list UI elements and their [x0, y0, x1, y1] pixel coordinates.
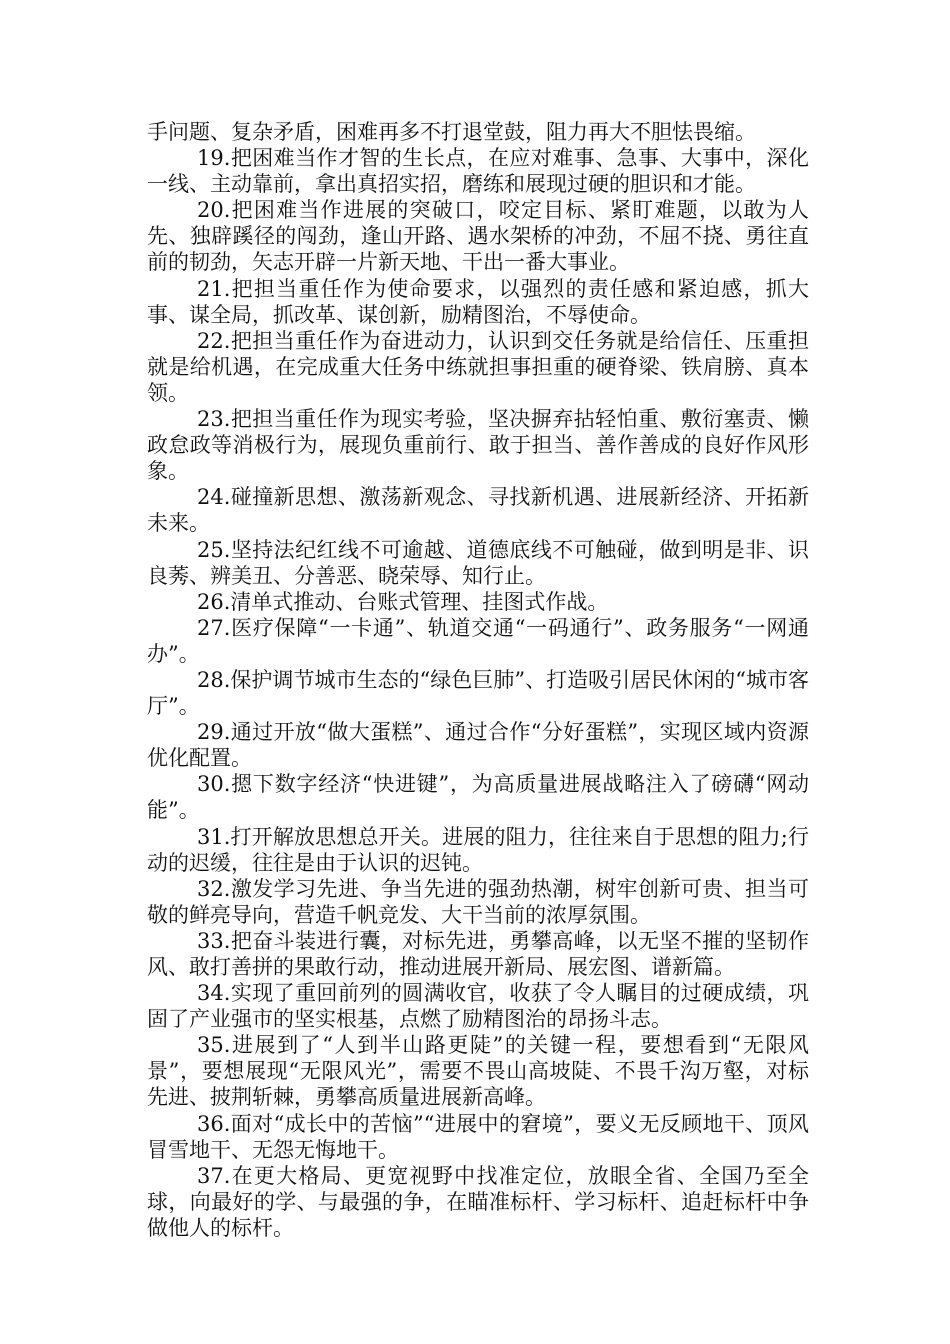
paragraph-31: 31.打开解放思想总开关。进展的阻力，往往来自于思想的阻力;行动的迟缓，往往是由于认识的迟钝。	[147, 824, 809, 875]
paragraph-23: 23.把担当重任作为现实考验，坚决摒弃拈轻怕重、敷衍塞责、懒政怠政等消极行为，展现负重前行、敢于担当、善作善成的良好作风形象。	[147, 407, 809, 484]
paragraph-30: 30.摁下数字经济“快进键”，为高质量进展战略注入了磅礴“网动能”。	[147, 772, 809, 823]
paragraph-29: 29.通过开放“做大蛋糕”、通过合作“分好蛋糕”，实现区域内资源优化配置。	[147, 720, 809, 771]
paragraph-32: 32.激发学习先进、争当先进的强劲热潮，树牢创新可贵、担当可敬的鲜亮导向，营造千帆竞发、大干当前的浓厚氛围。	[147, 876, 809, 927]
document-body	[147, 119, 809, 1241]
paragraph-26: 26.清单式推动、台账式管理、挂图式作战。	[197, 589, 609, 614]
paragraph-37: 37.在更大格局、更宽视野中找准定位，放眼全省、全国乃至全球，向最好的学、与最强的争，在瞄准标杆、学习标杆、追赶标杆中争做他人的标杆。	[147, 1163, 809, 1240]
paragraph-continuation: 手问题、复杂矛盾，困难再多不打退堂鼓，阻力再大不胆怯畏缩。	[147, 120, 756, 144]
paragraph-19: 19.把困难当作才智的生长点，在应对难事、急事、大事中，深化一线、主动靠前，拿出真招实招，磨练和展现过硬的胆识和才能。	[147, 146, 809, 197]
paragraph-28: 28.保护调节城市生态的“绿色巨肺”、打造吸引居民休闲的“城市客厅”。	[147, 667, 809, 719]
paragraph-25: 25.坚持法纪红线不可逾越、道德底线不可触碰，做到明是非、识良莠、辨美丑、分善恶、晓荣辱、知行止。	[147, 537, 809, 588]
paragraph-35: 35.进展到了“人到半山路更陡”的关键一程，要想看到“无限风景”，要想展现“无限风光”，需要不畏山高坡陡、不畏千沟万壑，对标先进、披荆斩棘，勇攀高质量进展新高峰。	[147, 1033, 809, 1110]
paragraph-36: 36.面对“成长中的苦恼”“进展中的窘境”，要义无反顾地干、顶风冒雪地干、无怨无悔地干。	[147, 1111, 809, 1162]
paragraph-24: 24.碰撞新思想、激荡新观念、寻找新机遇、进展新经济、开拓新未来。	[147, 485, 809, 536]
paragraph-34: 34.实现了重回前列的圆满收官，收获了令人瞩目的过硬成绩，巩固了产业强市的坚实根基，点燃了励精图治的昂扬斗志。	[147, 981, 809, 1032]
paragraph-20: 20.把困难当作进展的突破口，咬定目标、紧盯难题，以敢为人先、独辟蹊径的闯劲，逢山开路、遇水架桥的冲劲，不屈不挠、勇往直前的韧劲，矢志开辟一片新天地、干出一番大事业。	[147, 198, 809, 275]
paragraph-21: 21.把担当重任作为使命要求，以强烈的责任感和紧迫感，抓大事、谋全局，抓改革、谋创新，励精图治，不辱使命。	[147, 276, 809, 327]
paragraph-27: 27.医疗保障“一卡通”、轨道交通“一码通行”、政务服务“一网通办”。	[147, 615, 809, 666]
paragraph-22: 22.把担当重任作为奋进动力，认识到交任务就是给信任、压重担就是给机遇，在完成重大任务中练就担事担重的硬脊梁、铁肩膀、真本领。	[147, 328, 809, 405]
paragraph-33: 33.把奋斗装进行囊，对标先进，勇攀高峰，以无坚不摧的坚韧作风、敢打善拼的果敢行动，推动进展开新局、展宏图、谱新篇。	[147, 928, 809, 979]
